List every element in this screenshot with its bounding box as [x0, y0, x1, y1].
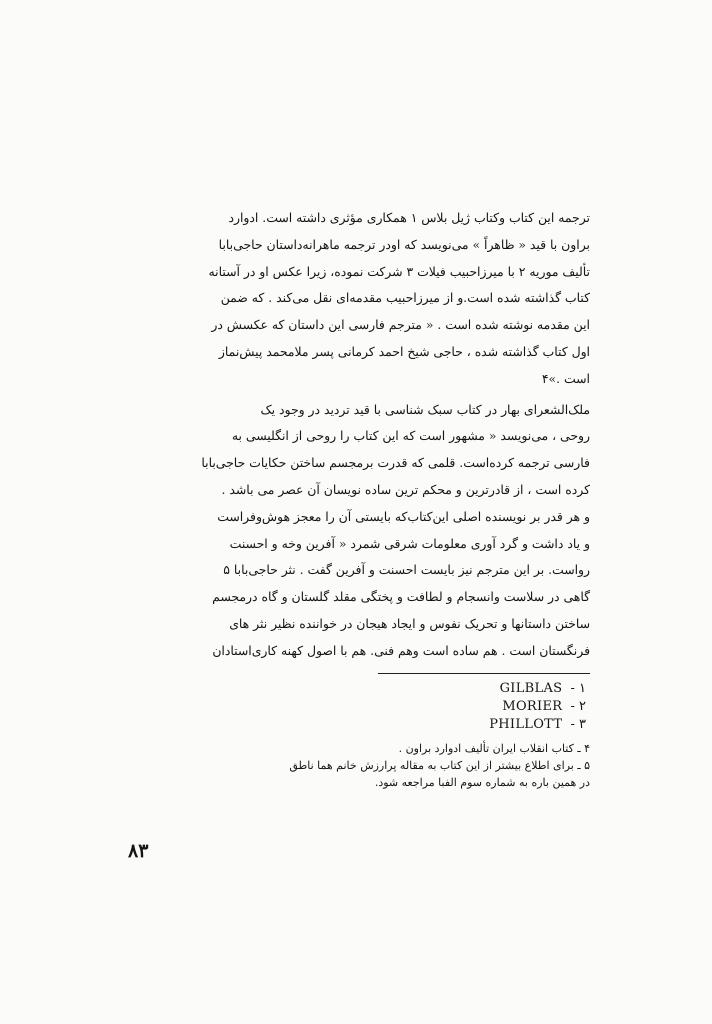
text-line: و هر قدر بر نویسنده اصلی این‌کتاب‌که بایستی آن را معجز هوش‌وفراست [217, 508, 590, 524]
text-line: کرده است ، از قادرترین و محکم ترین ساده نویسان آن عصر می باشد . [221, 481, 590, 497]
text-line: کتاب گذاشته شده است.و از میرزاحبیب مقدمه‌ای نقل می‌کند . که ضمن [220, 290, 590, 306]
page-body [127, 205, 590, 791]
footnote-label: MORIER [502, 698, 563, 714]
footnote-number: - ۳ [570, 716, 586, 732]
text-line: و یاد داشت و گرد آوری معلومات شرقی شمرد « آفرین وخه و احسنت [229, 535, 590, 551]
footnote-number: - ۲ [570, 698, 586, 714]
footnotes [127, 680, 590, 791]
page-number: ۸۳ [128, 840, 149, 862]
text-line: است .»۴ [541, 370, 590, 386]
footnote-3 [127, 716, 590, 734]
footnote-4: ۴ ـ کتاب انقلاب ایران تألیف ادوارد براون . [398, 741, 590, 755]
text-line: ترجمه این کتاب وکتاب ژیل بلاس ۱ همکاری مؤثری داشته است. ادوارد [228, 210, 590, 225]
text-line: اول کتاب گذاشته شده ، حاجی شیخ احمد کرمانی پسر ملامحمد پیش‌نماز [218, 343, 590, 359]
text-line: فرنگستان است . هم ساده است وهم فنی. هم با اصول کهنه کاری‌استادان [212, 642, 590, 658]
text-line: این مقدمه نوشته شده است . « مترجم فارسی این داستان که عکسش در [211, 317, 590, 333]
footnote-label: PHILLOTT [489, 716, 563, 732]
footnote-2 [127, 698, 590, 716]
text-line: تألیف موریه ۲ با میرزاحبیب فیلات ۳ شرکت نموده، زیرا عکس او در آستانه [208, 263, 590, 279]
footnote-5: ۵ ـ برای اطلاع بیشتر از این کتاب به مقاله پرارزش خانم هما ناطق [289, 758, 590, 772]
text-line: براون با قید « ظاهراً » می‌نویسد که اودر ترجمه ماهرانه‌داستان حاجی‌بابا [218, 236, 590, 252]
footnote-number: - ۱ [570, 680, 586, 696]
footnote-1 [127, 680, 590, 698]
text-line: ملک‌الشعرای بهار در کتاب سبک شناسی با قید تردید در وجود یک [260, 401, 590, 417]
text-line: ساختن داستانها و تحریک نفوس و ایجاد هیجان در خواننده نظیر نثر های [229, 615, 590, 631]
text-line: روحی ، می‌نویسد « مشهور است که این کتاب را روحی از انگلیسی به [231, 428, 590, 444]
text-line: فارسی ترجمه کرده‌است. قلمی که قدرت برمجسم ساختن حکایات حاجی‌بابا [201, 455, 590, 471]
paragraph-1 [127, 205, 590, 393]
paragraph-2 [127, 397, 590, 665]
text-line: گاهی در سلاست وانسجام و لطافت و پختگی مقلد گلستان و گاه درمجسم [212, 589, 590, 605]
footnote-label: GILBLAS [499, 680, 563, 696]
text-line: رواست. بر این مترجم نیز بایست احسنت و آفرین گفت . نثر حاجی‌بابا ۵ [223, 562, 590, 578]
footnote-5-continued: در همین باره به شماره سوم الفبا مراجعه شود. [374, 775, 590, 789]
footnote-divider [378, 673, 590, 674]
